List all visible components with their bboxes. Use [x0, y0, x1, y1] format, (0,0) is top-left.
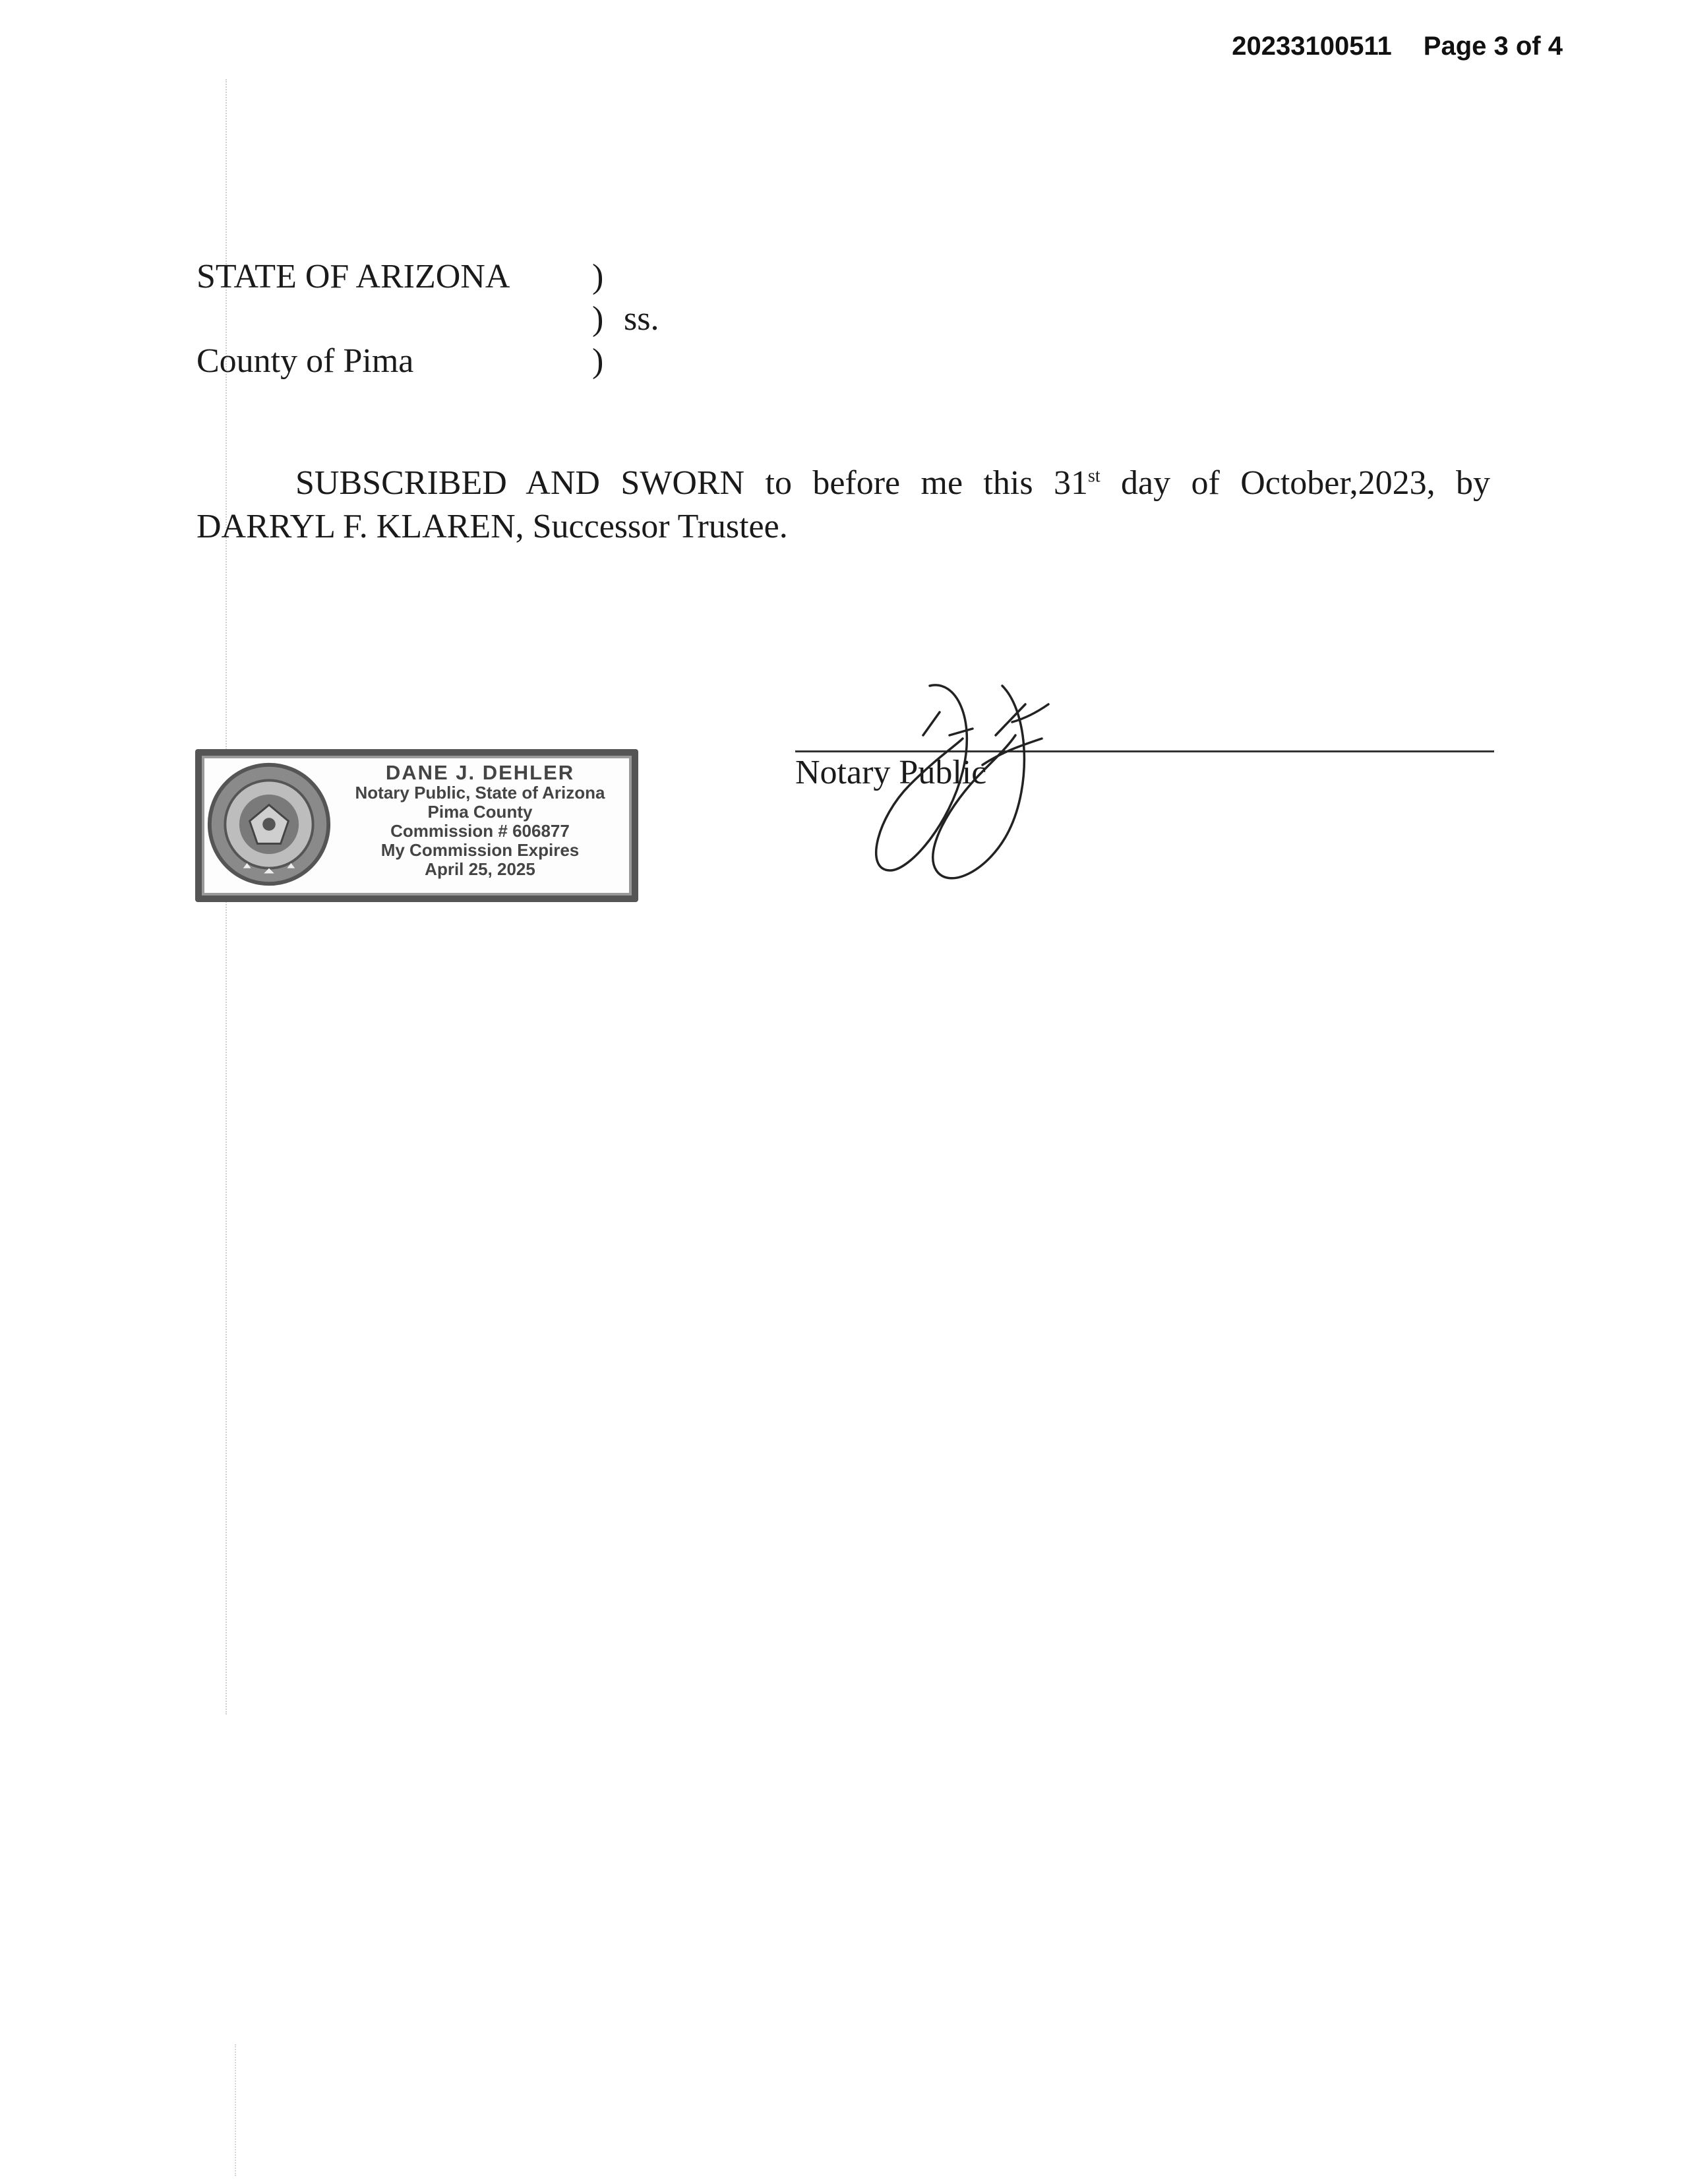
- notary-county: Pima County: [427, 802, 533, 822]
- page-indicator: Page 3 of 4: [1423, 32, 1563, 61]
- seal-text: [326, 762, 634, 879]
- notary-name: DANE J. DEHLER: [385, 761, 575, 784]
- notary-commission: Commission # 606877: [390, 821, 570, 841]
- notary-expires-date: April 25, 2025: [425, 859, 535, 879]
- venue-paren: ): [592, 300, 604, 338]
- scan-artifact-line: [235, 2044, 236, 2176]
- venue-paren: ): [592, 342, 604, 380]
- state-seal-icon: [204, 760, 334, 889]
- venue-paren: ): [592, 258, 604, 295]
- venue-ss: ss.: [624, 300, 659, 338]
- jurat-day-suffix: st: [1087, 466, 1100, 487]
- notary-title: Notary Public, State of Arizona: [355, 783, 605, 803]
- notary-public-label: Notary Public: [795, 754, 987, 791]
- document-number: 20233100511: [1232, 32, 1392, 61]
- venue-county: County of Pima: [196, 342, 414, 380]
- venue-state: STATE OF ARIZONA: [196, 258, 510, 295]
- notary-seal: [195, 749, 638, 902]
- jurat-paragraph: [196, 462, 1490, 549]
- jurat-text-after: day of October,2023, by DARRYL F. KLAREN, Successor Trustee.: [196, 464, 1490, 545]
- handwritten-signature: [851, 673, 1128, 910]
- recording-header: [1232, 32, 1563, 61]
- jurat-text-before: SUBSCRIBED AND SWORN to before me this 31: [295, 464, 1088, 502]
- notary-expires-label: My Commission Expires: [380, 840, 580, 860]
